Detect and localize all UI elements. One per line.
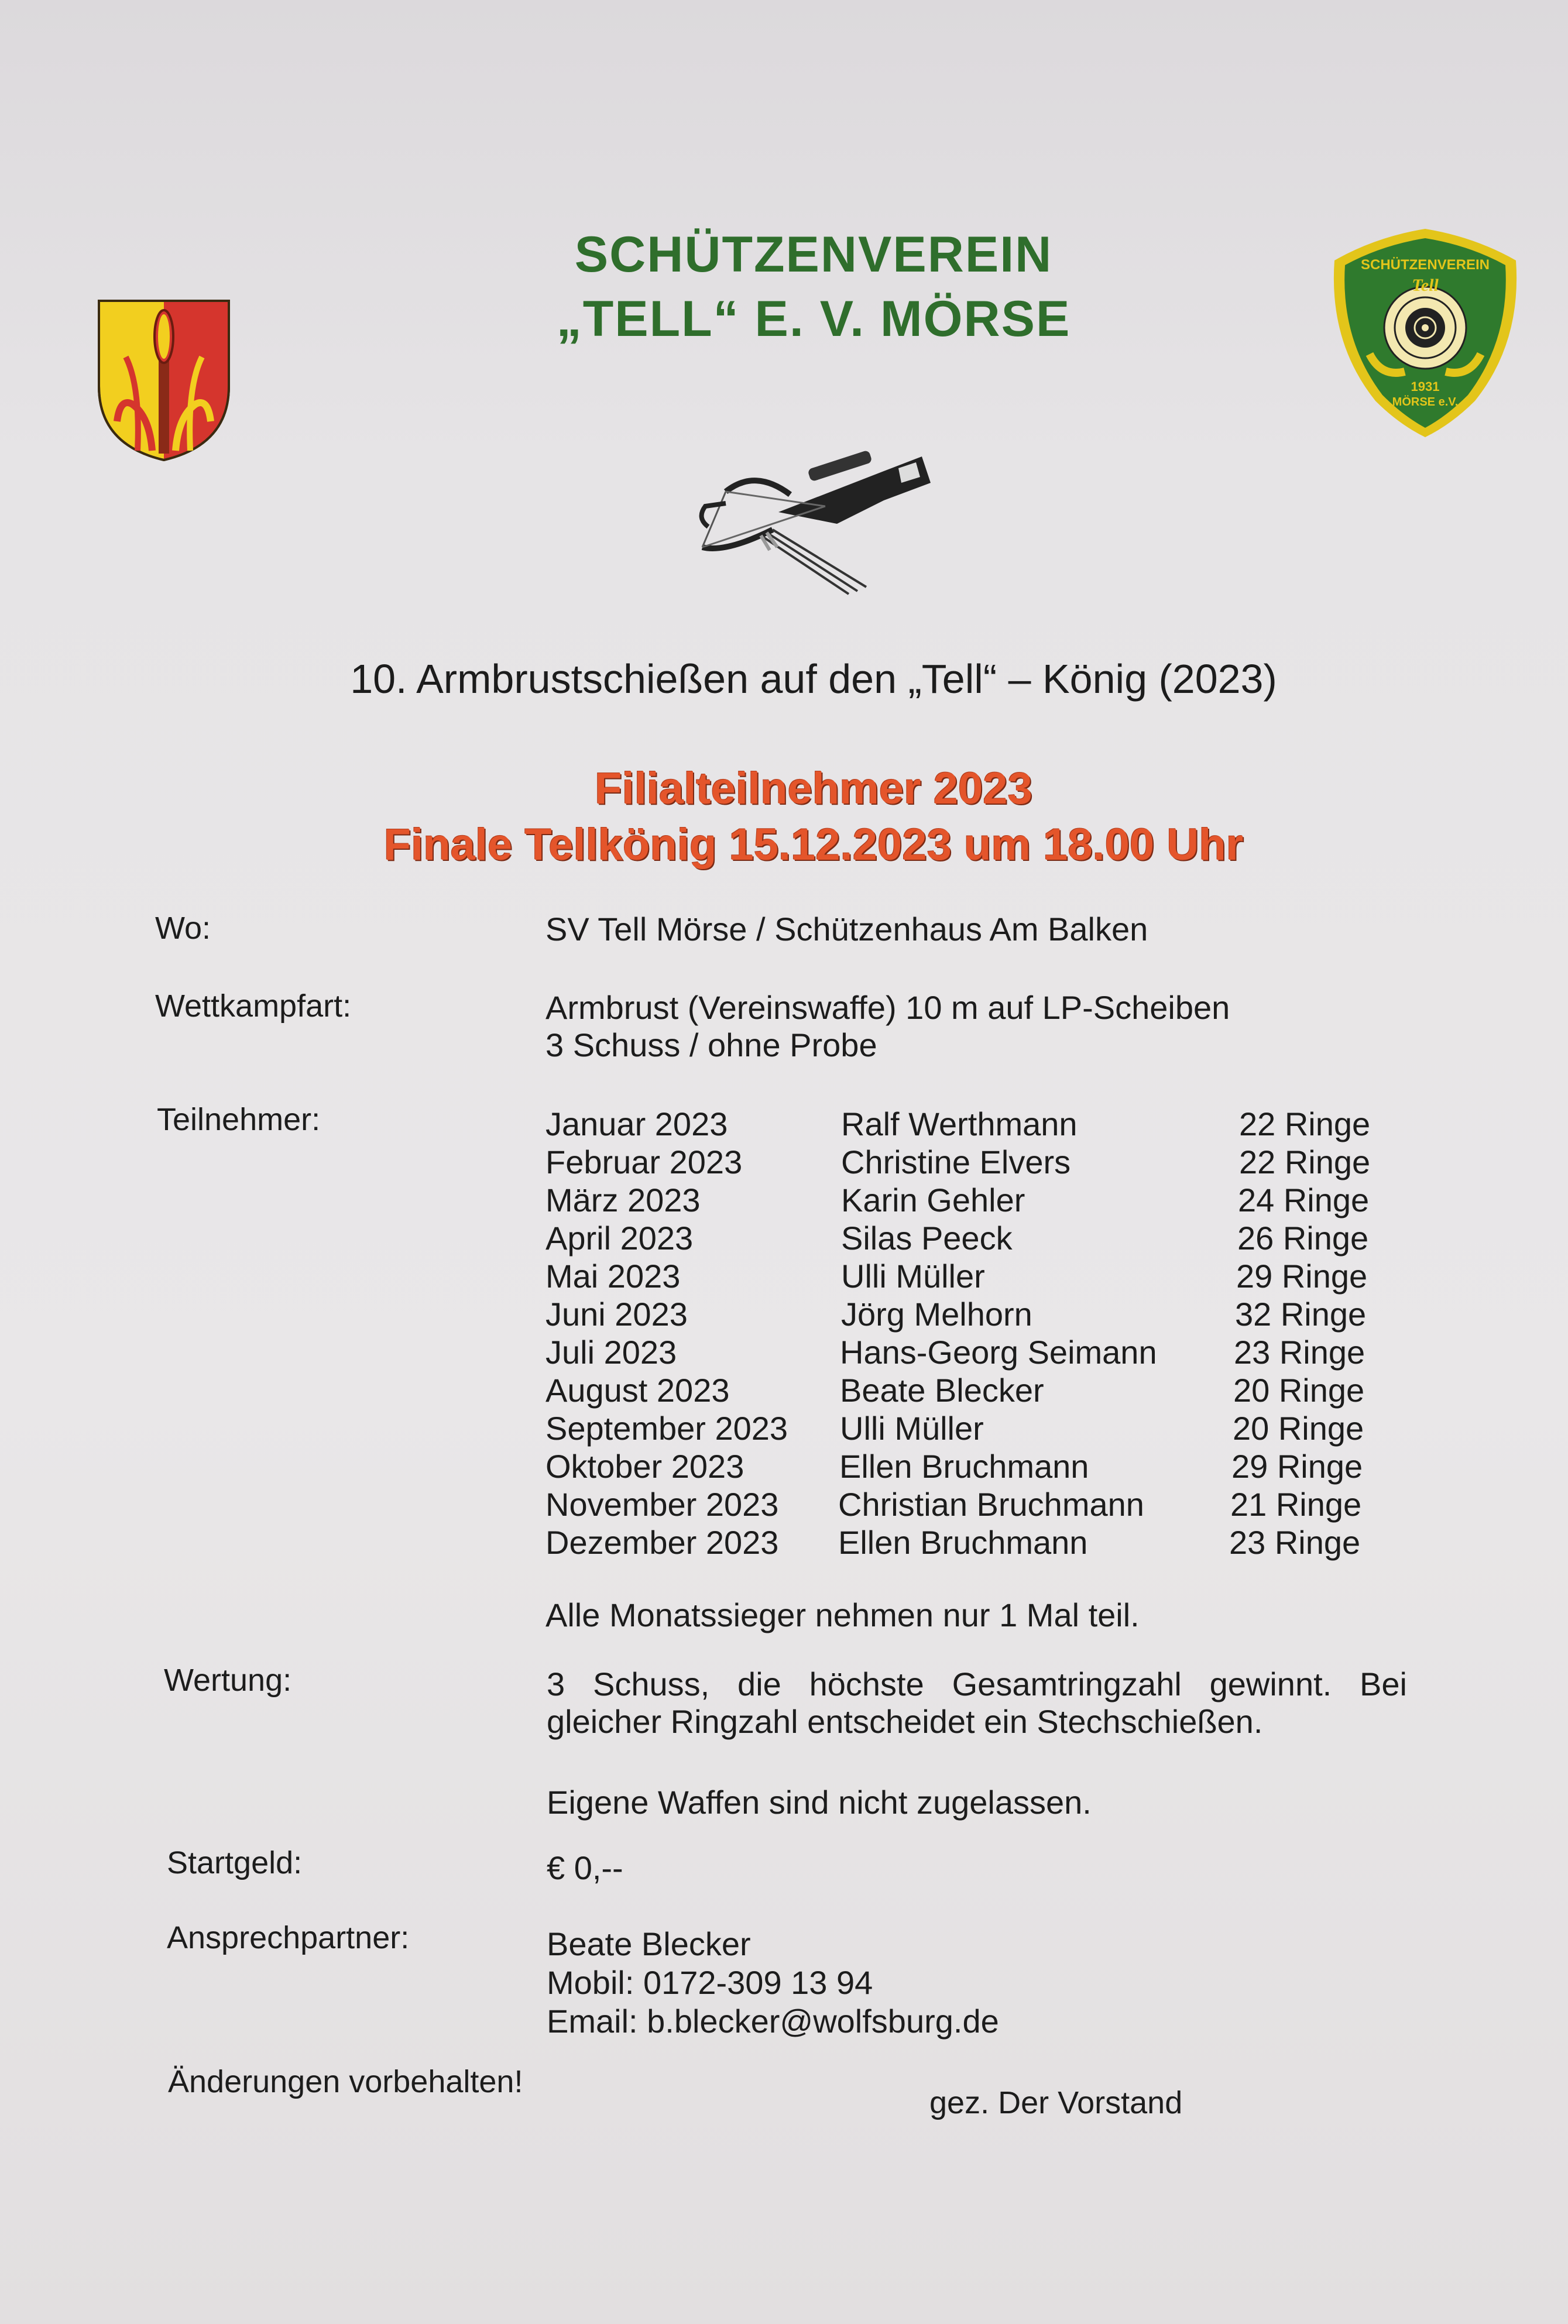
teilnehmer-note: Alle Monatssieger nehmen nur 1 Mal teil. [545,1597,1140,1633]
row-score: 20 Ringe [1233,1410,1364,1447]
crossbow-illustration [691,436,936,612]
row-name: Hans-Georg Seimann [840,1334,1157,1371]
ansprechpartner-label: Ansprechpartner: [167,1920,410,1955]
contact-email: Email: b.blecker@wolfsburg.de [547,2003,999,2040]
table-row [545,1181,1412,1219]
row-month: März 2023 [545,1182,701,1218]
club-title-line2: „TELL“ E. V. MÖRSE [556,291,1071,347]
row-score: 23 Ringe [1234,1334,1365,1371]
row-name: Ralf Werthmann [841,1106,1078,1142]
wertung-text: 3 Schuss, die höchste Gesamtringzahl gewinnt. Bei gleicher Ringzahl entscheidet ein Stechschießen. [547,1666,1407,1740]
row-month: Juni 2023 [545,1296,688,1333]
row-name: Silas Peeck [841,1220,1013,1257]
table-row [545,1523,1412,1561]
row-month: Mai 2023 [545,1258,681,1295]
row-score: 22 Ringe [1239,1106,1371,1142]
row-score: 24 Ringe [1238,1182,1370,1218]
row-name: Beate Blecker [840,1372,1044,1409]
participants-table [545,1105,1412,1561]
event-title: 10. Armbrustschießen auf den „Tell“ – König (2023) [350,656,1277,702]
row-month: September 2023 [545,1410,788,1447]
wertung-label: Wertung: [164,1663,292,1698]
table-row [545,1371,1412,1409]
table-row [545,1105,1412,1143]
coat-of-arms-logo [97,298,231,462]
footer-signature: gez. Der Vorstand [929,2085,1183,2120]
club-title-line1: SCHÜTZENVEREIN [574,226,1053,283]
row-score: 22 Ringe [1239,1144,1371,1180]
startgeld-value: € 0,-- [547,1849,623,1886]
wettkampfart-label: Wettkampfart: [155,988,352,1024]
row-name: Christine Elvers [841,1144,1071,1180]
table-row [545,1295,1412,1333]
contact-name: Beate Blecker [547,1925,751,1962]
wertung-note: Eigene Waffen sind nicht zugelassen. [547,1784,1092,1821]
crest-bottom-text: MÖRSE e.V. [1392,396,1459,408]
row-score: 20 Ringe [1233,1372,1365,1409]
club-title [410,222,1217,351]
row-month: August 2023 [545,1372,730,1409]
crest-year-text: 1931 [1411,379,1440,394]
table-row [545,1447,1412,1485]
wo-label: Wo: [155,911,211,946]
headline-line2: Finale Tellkönig 15.12.2023 um 18.00 Uhr [383,820,1244,870]
row-name: Ellen Bruchmann [838,1524,1088,1561]
headline [176,761,1452,873]
wettkampfart-line2: 3 Schuss / ohne Probe [545,1027,877,1063]
row-name: Ellen Bruchmann [839,1448,1089,1485]
row-month: Januar 2023 [545,1106,728,1142]
crest-top-text: SCHÜTZENVEREIN [1360,257,1490,273]
row-score: 26 Ringe [1237,1220,1369,1257]
row-name: Ulli Müller [840,1410,984,1447]
row-month: Februar 2023 [545,1144,743,1180]
wettkampfart-line1: Armbrust (Vereinswaffe) 10 m auf LP-Scheiben [545,989,1230,1026]
row-score: 29 Ringe [1236,1258,1368,1295]
row-score: 23 Ringe [1229,1524,1361,1561]
crest-mid-text: Tell [1412,276,1439,295]
table-row [545,1409,1412,1447]
table-row [545,1143,1412,1181]
row-name: Jörg Melhorn [841,1296,1032,1333]
headline-line1: Filialteilnehmer 2023 [595,764,1032,813]
footer-disclaimer: Änderungen vorbehalten! [168,2064,523,2099]
row-score: 32 Ringe [1235,1296,1367,1333]
row-score: 29 Ringe [1231,1448,1363,1485]
teilnehmer-label: Teilnehmer: [157,1102,321,1137]
row-month: November 2023 [545,1486,779,1523]
row-month: April 2023 [545,1220,694,1257]
table-row [545,1485,1412,1523]
row-month: Oktober 2023 [545,1448,744,1485]
startgeld-label: Startgeld: [167,1845,303,1880]
row-name: Karin Gehler [841,1182,1025,1218]
row-score: 21 Ringe [1230,1486,1362,1523]
row-name: Christian Bruchmann [838,1486,1144,1523]
row-month: Juli 2023 [545,1334,677,1371]
table-row [545,1219,1412,1257]
table-row [545,1257,1412,1295]
row-name: Ulli Müller [841,1258,985,1295]
wo-value: SV Tell Mörse / Schützenhaus Am Balken [545,911,1148,948]
club-crest-logo [1329,225,1522,442]
row-month: Dezember 2023 [545,1524,779,1561]
contact-mobile: Mobil: 0172-309 13 94 [547,1964,873,2001]
table-row [545,1333,1412,1371]
